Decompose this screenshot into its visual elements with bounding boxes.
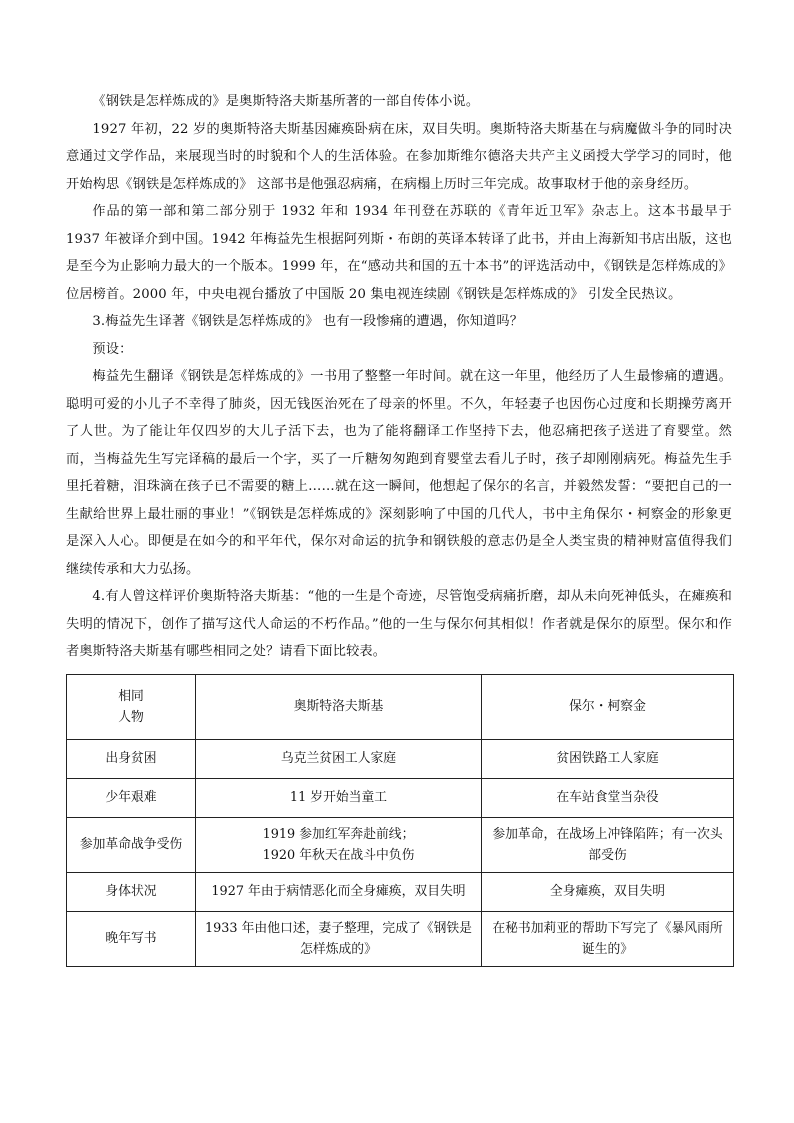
question-4: 4.有人曾这样评价奥斯特洛夫斯基：“他的一生是个奇迹，尽管饱受病痛折磨，却从未向死神低头，在瘫痪和失明的情况下，创作了描写这代人命运的不朽作品。”他的一生与保尔何其相似！作者就是保尔的原型。保尔和作者奥斯特洛夫斯基有哪些相同之处？请看下面比较表。 — [66, 589, 732, 659]
table-row — [67, 778, 734, 817]
table-row — [67, 739, 734, 778]
question-3: 3.梅益先生译著《钢铁是怎样炼成的》 也有一段惨痛的遭遇，你知道吗？ — [92, 314, 524, 329]
row-paul-cell: 在秘书加莉亚的帮助下写完了《暴风雨所诞生的》 — [482, 911, 734, 966]
row-label: 身体状况 — [67, 872, 196, 911]
table-row — [67, 817, 734, 872]
row-author-cell: 1919 参加红军奔赴前线； 1920 年秋天在战斗中负伤 — [196, 817, 482, 872]
row-author-cell: 11 岁开始当童工 — [196, 778, 482, 817]
row-paul-cell: 贫困铁路工人家庭 — [482, 739, 734, 778]
corner-bottom-label: 人物 — [118, 709, 144, 725]
paragraph-meiyi: 梅益先生翻译《钢铁是怎样炼成的》一书用了整整一年时间。就在这一年里，他经历了人生最惨痛的遭遇。聪明可爱的小儿子不幸得了肺炎，因无钱医治死在了母亲的怀里。不久，年轻妻子也因伤心过度和长期操劳离开了人世。为了能让年仅四岁的大儿子活下去，也为了能将翻译工作坚持下去，他忍痛把孩子送进了育婴堂。然而，当梅益先生写完译稿的最后一个字，买了一斤糖匆匆跑到育婴堂去看儿子时，孩子却刚刚病死。梅益先生手里托着糖，泪珠滴在孩子已不需要的糖上……就在这一瞬间，他想起了保尔的名言，并毅然发誓：“要把自己的一生献给世界上最壮丽的事业！”《钢铁是怎样炼成的》深刻影响了中国的几代人，书中主角保尔・柯察金的形象更是深入人心。即便是在如今的和平年代，保尔对命运的抗争和钢铁般的意志仍是全人类宝贵的精神财富值得我们继续传承和大力弘扬。 — [66, 369, 732, 577]
header-author: 奥斯特洛夫斯基 — [196, 674, 482, 739]
row-label: 少年艰难 — [67, 778, 196, 817]
corner-top-label: 相同 — [118, 688, 144, 704]
row-author-cell: 1933 年由他口述，妻子整理，完成了《钢铁是怎样炼成的》 — [196, 911, 482, 966]
table-corner-cell — [67, 674, 196, 739]
row-author-cell: 1927 年由于病情恶化而全身瘫痪，双目失明 — [196, 872, 482, 911]
header-paul: 保尔・柯察金 — [482, 674, 734, 739]
table-row — [67, 911, 734, 966]
paragraph-1927: 1927 年初，22 岁的奥斯特洛夫斯基因瘫痪卧病在床，双目失明。奥斯特洛夫斯基在与病魔做斗争的同时决意通过文学作品，来展现当时的时貌和个人的生活体验。在参加斯维尔德洛夫共产主义函授大学学习的同时，他开始构思《钢铁是怎样炼成的》 这部书是他强忍病痛，在病榻上历时三年完成。故事取材于他的亲身经历。 — [66, 121, 732, 192]
comparison-table — [66, 674, 734, 967]
row-paul-cell: 全身瘫痪，双目失明 — [482, 872, 734, 911]
row-paul-cell: 参加革命，在战场上冲锋陷阵；有一次头部受伤 — [482, 817, 734, 872]
paragraph-publication: 作品的第一部和第二部分别于 1932 年和 1934 年刊登在苏联的《青年近卫军》杂志上。这本书最早于 1937 年被译介到中国。1942 年梅益先生根据阿列斯・布朗的英译本转译了此书，并由上海新知书店出版，这也是至今为止影响力最大的一个版本。1999 年，在“感动共和国的五十本书”的评选活动中，《钢铁是怎样炼成的》位居榜首。2000 年，中央电视台播放了中国版 20 集电视连续剧《钢铁是怎样炼成的》 引发全民热议。 — [66, 204, 732, 302]
table-row — [67, 872, 734, 911]
row-label: 参加革命战争受伤 — [67, 817, 196, 872]
row-paul-cell: 在车站食堂当杂役 — [482, 778, 734, 817]
paragraph-intro: 《钢铁是怎样炼成的》是奥斯特洛夫斯基所著的一部自传体小说。 — [92, 94, 480, 109]
row-label: 出身贫困 — [67, 739, 196, 778]
row-author-cell: 乌克兰贫困工人家庭 — [196, 739, 482, 778]
table-header-row — [67, 674, 734, 739]
preset-label: 预设： — [92, 341, 133, 357]
row-label: 晚年写书 — [67, 911, 196, 966]
